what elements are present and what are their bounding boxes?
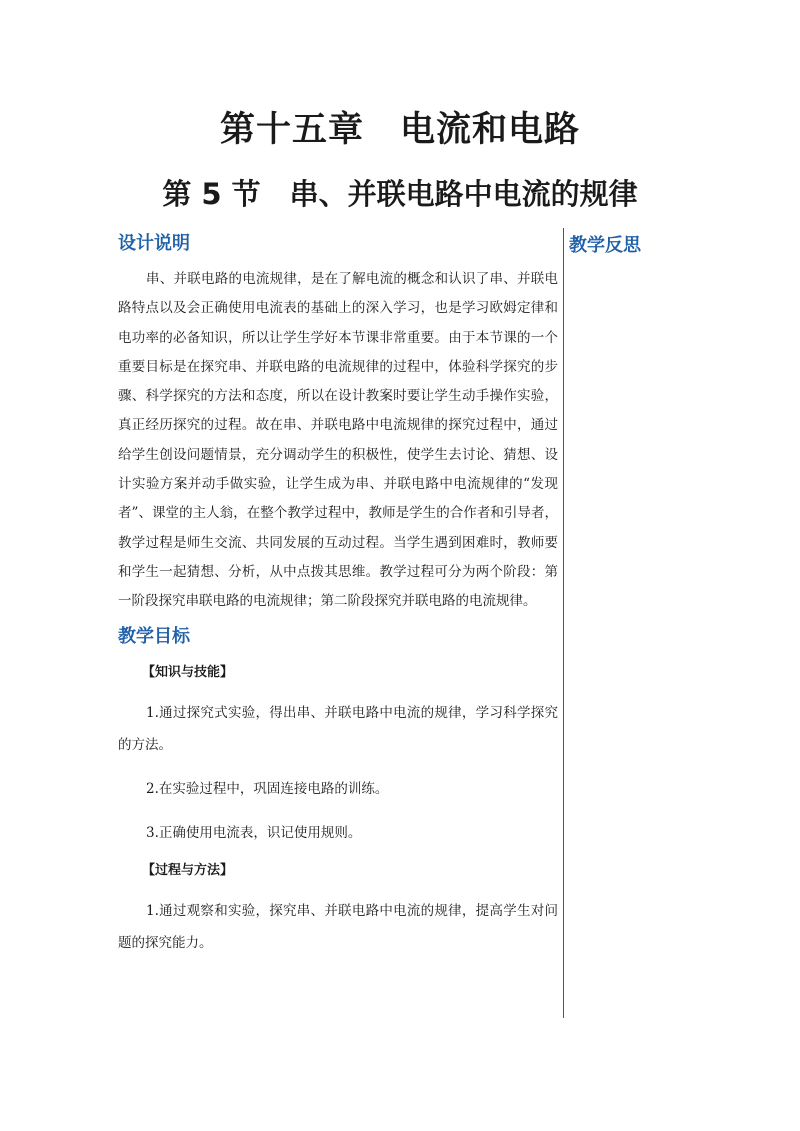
main-column	[118, 230, 558, 959]
design-paragraph: 串、并联电路的电流规律，是在了解电流的概念和认识了串、并联电路特点以及会正确使用电流表的基础上的深入学习，也是学习欧姆定律和电功率的必备知识，所以让学生学好本节课非常重要。由于本节课的一个重要目标是在探究串、并联电路的电流规律的过程中，体验科学探究的步骤、科学探究的方法和态度，所以在设计教案时要让学生动手操作实验，真正经历探究的过程。故在串、并联电路中电流规律的探究过程中，通过给学生创设问题情景，充分调动学生的积极性，使学生去讨论、猜想、设计实验方案并动手做实验，让学生成为串、并联电路中电流规律的“发现者”、课堂的主人翁，在整个教学过程中，教师是学生的合作者和引导者，教学过程是师生交流、共同发展的互动过程。当学生遇到困难时，教师要和学生一起猜想、分析，从中点拨其思维。教学过程可分为两个阶段：第一阶段探究串联电路的电流规律；第二阶段探究并联电路的电流规律。	[118, 271, 558, 610]
section-title: 第 5 节 串、并联电路中电流的规律	[162, 177, 638, 211]
goals-section	[118, 623, 558, 959]
process-item: 1.通过观察和实验，探究串、并联电路中电流的规律，提高学生对问题的探究能力。	[118, 902, 558, 951]
knowledge-skills-label: 【知识与技能】	[142, 664, 234, 680]
knowledge-item: 1.通过探究式实验，得出串、并联电路中电流的规律，学习科学探究的方法。	[118, 704, 558, 753]
design-heading: 设计说明	[118, 233, 190, 254]
reflection-heading: 教学反思	[569, 235, 641, 256]
knowledge-item: 3.正确使用电流表，识记使用规则。	[146, 824, 362, 841]
column-divider	[563, 228, 564, 1018]
knowledge-item: 2.在实验过程中，巩固连接电路的训练。	[146, 780, 389, 797]
goals-heading: 教学目标	[118, 625, 190, 647]
process-methods-label: 【过程与方法】	[142, 862, 234, 878]
chapter-title: 第十五章 电流和电路	[219, 110, 580, 150]
